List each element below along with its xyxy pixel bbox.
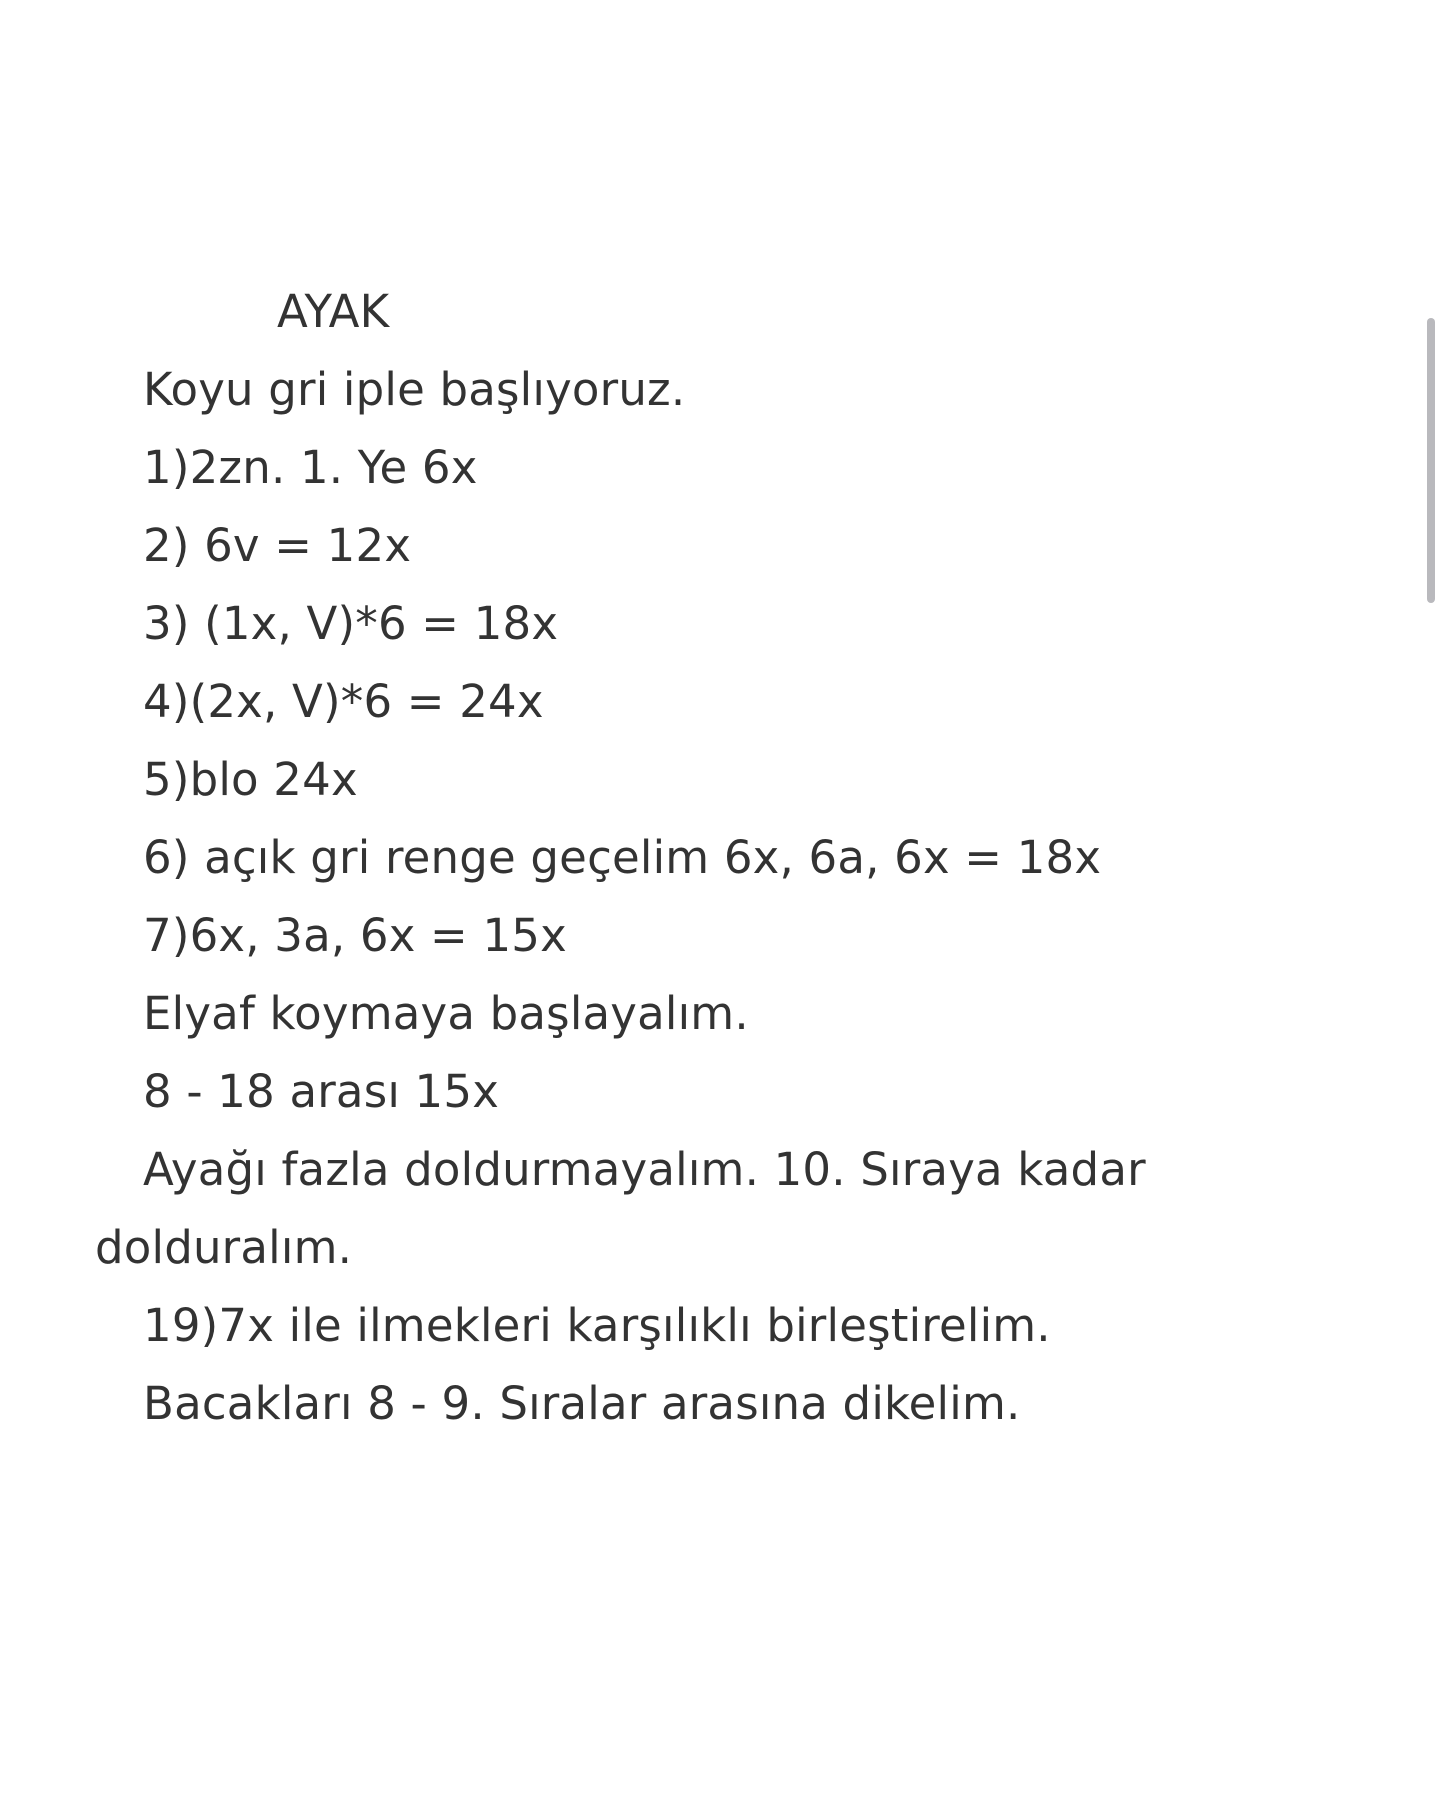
text-line: 8 - 18 arası 15x [143,1065,500,1118]
text-line: Elyaf koymaya başlayalım. [143,987,749,1040]
text-line: Ayağı fazla doldurmayalım. 10. Sıraya kadar [143,1143,1146,1196]
text-line: 19)7x ile ilmekleri karşılıklı birleştirelim. [143,1299,1051,1352]
vertical-scrollbar[interactable] [1427,318,1435,603]
text-line: Koyu gri iple başlıyoruz. [143,363,686,416]
text-line: 1)2zn. 1. Ye 6x [143,441,478,494]
document-title: AYAK [277,285,390,338]
text-line: 7)6x, 3a, 6x = 15x [143,909,567,962]
text-line: 4)(2x, V)*6 = 24x [143,675,544,728]
text-line: dolduralım. [95,1221,353,1274]
text-line: Bacakları 8 - 9. Sıralar arasına dikelim. [143,1377,1021,1430]
text-line: 6) açık gri renge geçelim 6x, 6a, 6x = 18x [143,831,1102,884]
text-line: 5)blo 24x [143,753,358,806]
text-line: 2) 6v = 12x [143,519,412,572]
text-line: 3) (1x, V)*6 = 18x [143,597,559,650]
